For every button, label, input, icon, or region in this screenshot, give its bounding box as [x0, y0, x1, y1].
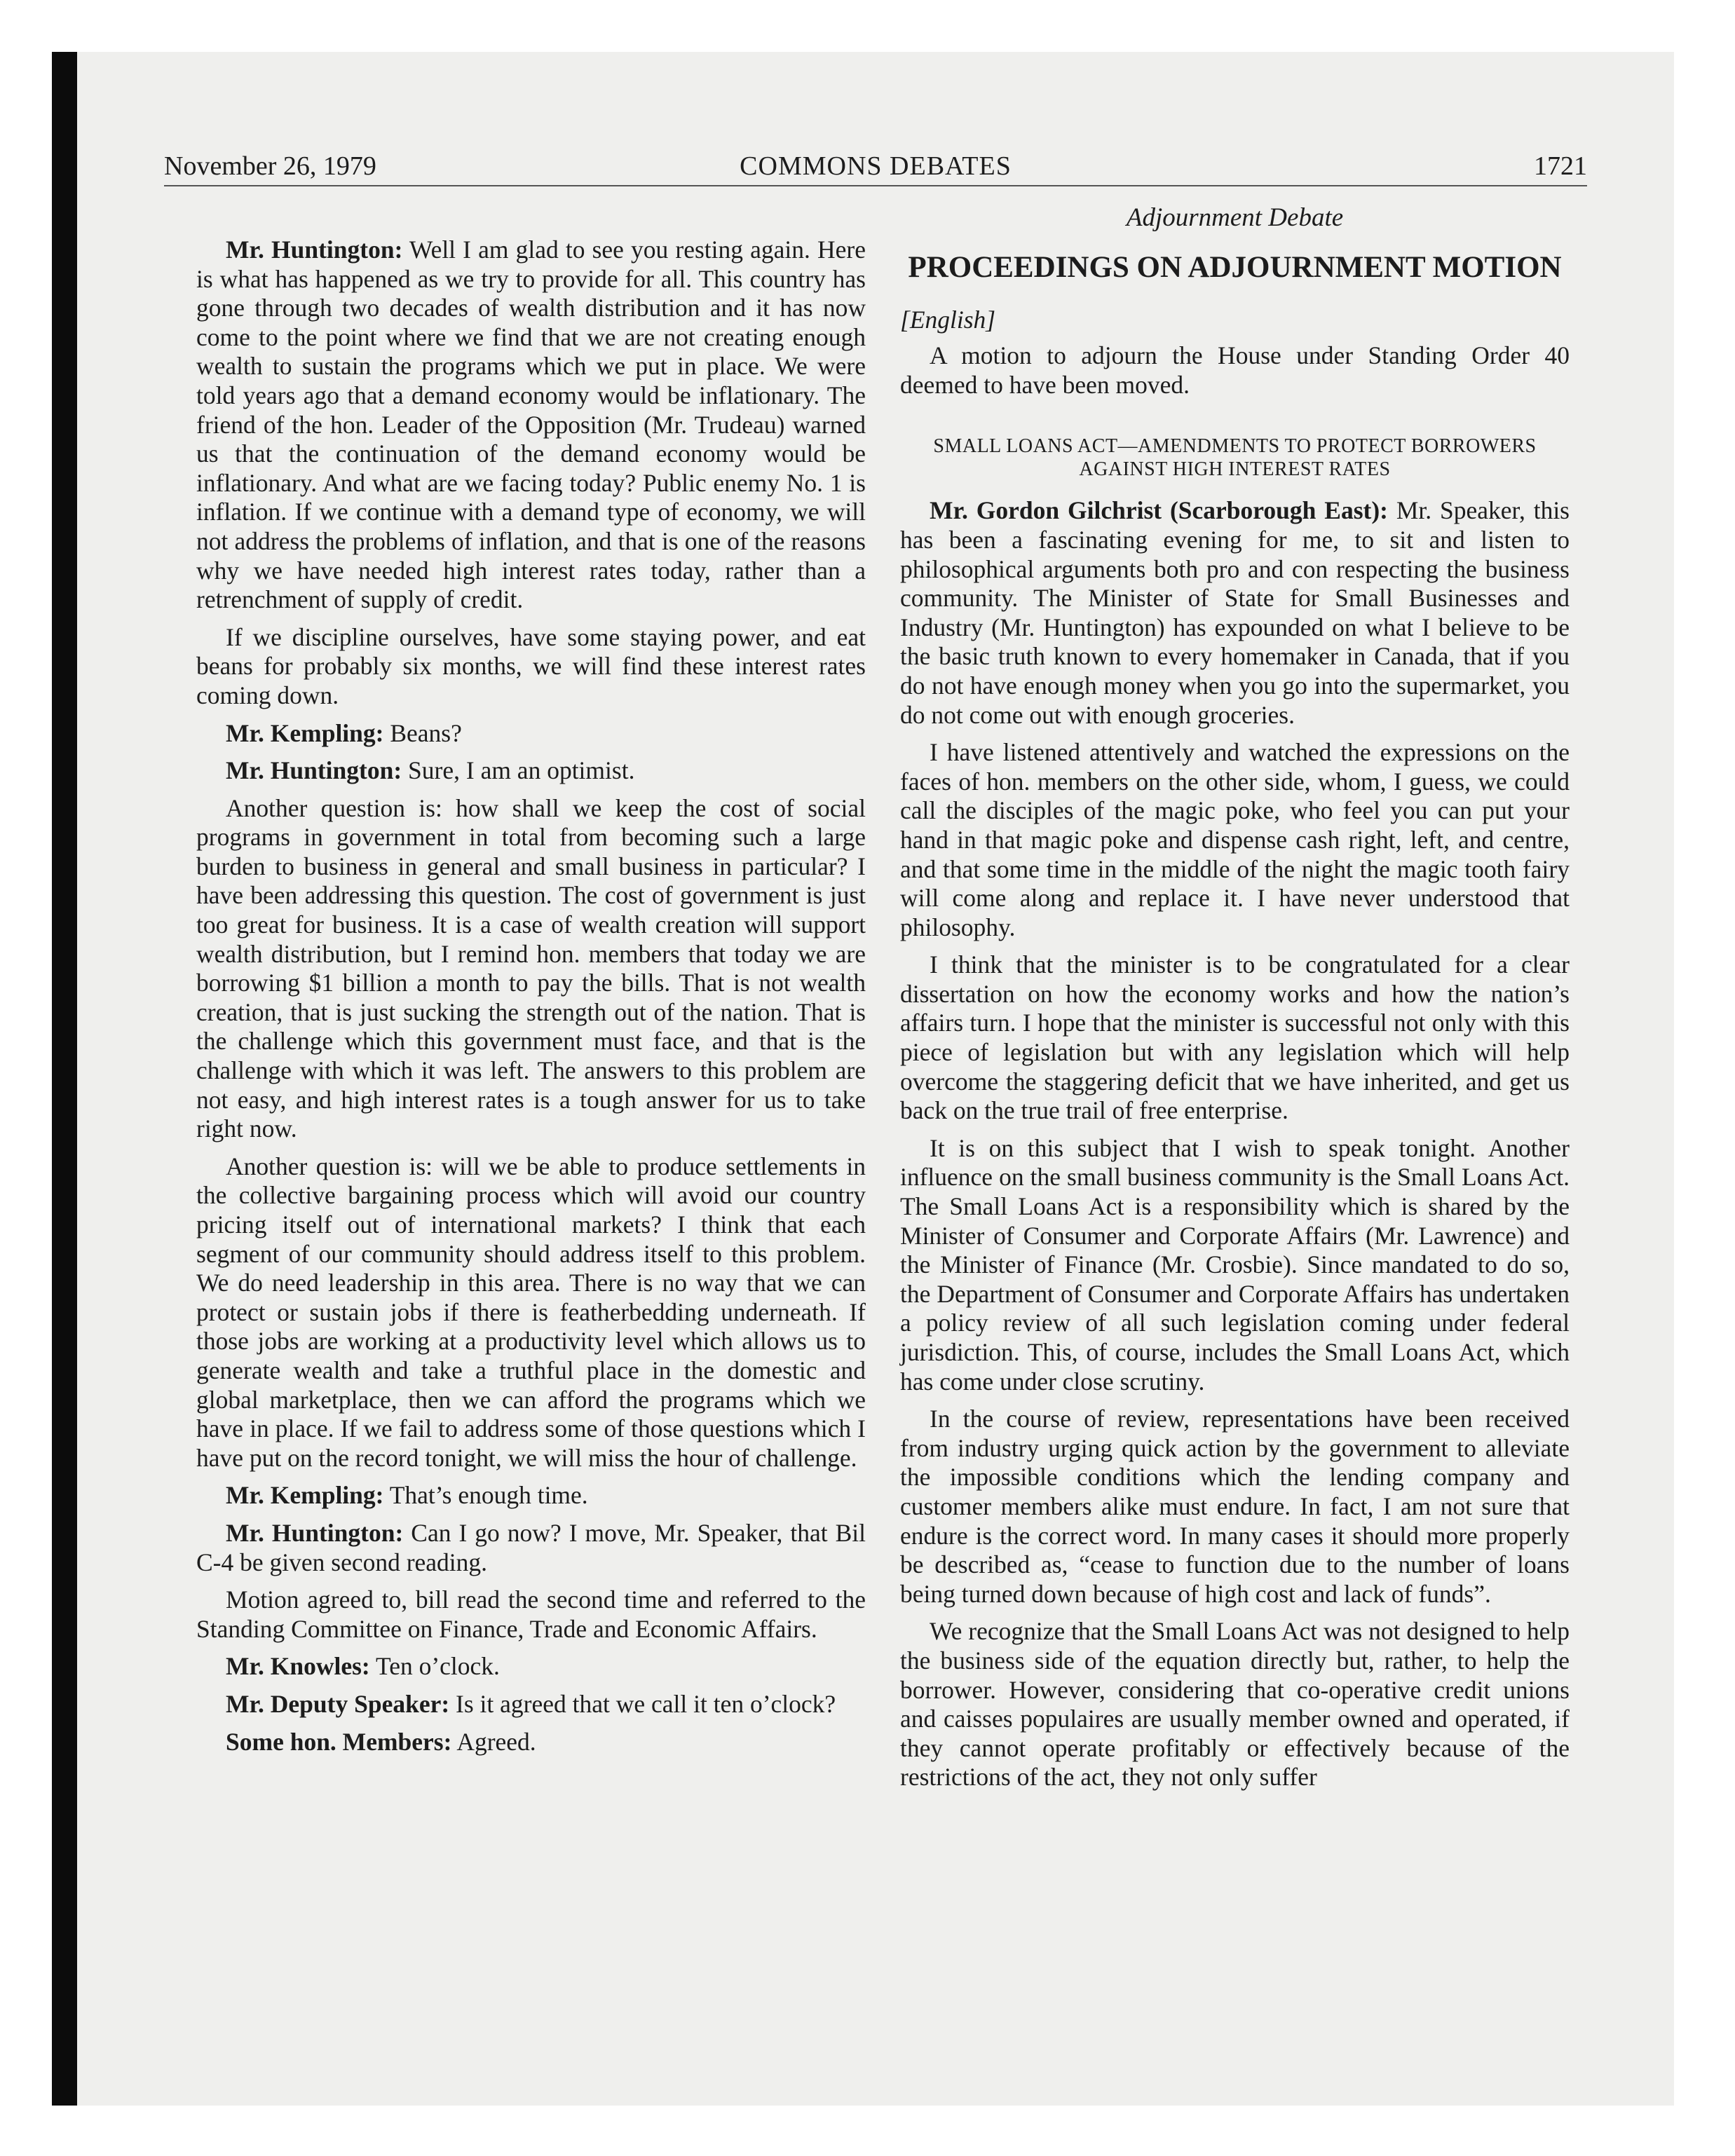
- page-number: 1721: [1534, 151, 1587, 181]
- left-column: [196, 236, 866, 1765]
- paragraph: [900, 496, 1570, 730]
- paragraph: [196, 236, 866, 615]
- paragraph: [196, 623, 866, 711]
- paragraph: [196, 1652, 866, 1681]
- paragraph-text: I think that the minister is to be congratulated for a clear dissertation on how the economy works and how the nation’s affairs turn. I hope that the minister is successful not only with this piece of legislation but with any legislation which will help overcome the staggering deficit that we have inherited, and get us back on the true trail of free enterprise.: [900, 950, 1570, 1125]
- speaker-name: Mr. Huntington:: [226, 236, 403, 264]
- paragraph: [900, 1134, 1570, 1396]
- paragraph-text: Is it agreed that we call it ten o’clock?: [449, 1689, 836, 1718]
- header-title: COMMONS DEBATES: [740, 151, 1012, 181]
- motion-text: A motion to adjourn the House under Standing Order 40 deemed to have been moved.: [900, 341, 1570, 399]
- paragraph: [196, 1690, 866, 1719]
- speaker-name: Mr. Gordon Gilchrist (Scarborough East):: [930, 496, 1388, 525]
- paragraph-text: Another question is: will we be able to produce settlements in the collective bargaining process which will avoid our country pricing itself out of international markets? I think that each segment of our community should address itself to this problem. We do need leadership in this area. There is no way that we can protect or sustain jobs if there is featherbedding underneath. If those jobs are working at a productivity level which allows us to generate wealth and take a truthful place in the domestic and global marketplace, then we can afford the programs which we have in place. If we fail to address some of those questions which I have put on the record tonight, we will miss the hour of challenge.: [196, 1152, 866, 1472]
- paragraph: [900, 1617, 1570, 1792]
- paragraph-text: Beans?: [383, 718, 462, 747]
- paragraph-text: Another question is: how shall we keep the cost of social programs in government in total from becoming such a large burden to business in general and small business in particular? I have been addressing this question. The cost of government is just too great for business. It is a case of wealth creation will support wealth distribution, but I remind hon. members that today we are borrowing $1 billion a month to pay the bills. That is not wealth creation, that is just sucking the strength out of the nation. That is the challenge which this government must face, and that is the challenge with which it was left. The answers to this problem are not easy, and high interest rates is a tough answer for us to take right now.: [196, 793, 866, 1143]
- paragraph-text: We recognize that the Small Loans Act was not designed to help the business side of the equation directly but, rather, to help the borrower. However, considering that co-operative credit unions and caisses populaires are usually member owned and operated, if they cannot operate profitably or effectively because of the restrictions of the act, they not only suffer: [900, 1617, 1570, 1792]
- paragraph: [196, 719, 866, 749]
- speaker-name: Mr. Huntington:: [226, 1518, 404, 1547]
- paragraph: [196, 1152, 866, 1473]
- speaker-name: Mr. Knowles:: [226, 1652, 370, 1681]
- paragraph-text: It is on this subject that I wish to speak tonight. Another influence on the small business community is the Small Loans Act. The Small Loans Act is a responsibility which is shared by the Minister of Consumer and Corporate Affairs (Mr. Lawrence) and the Minister of Finance (Mr. Crosbie). Since mandated to do so, the Department of Consumer and Corporate Affairs has undertaken a policy review of all such legislation coming under federal jurisdiction. This, of course, includes the Small Loans Act, which has come under close scrutiny.: [900, 1133, 1570, 1396]
- running-header: [164, 149, 1587, 186]
- paragraph-text: Well I am glad to see you resting again. Here is what has happened as we try to provide for all. This country has gone through two decades of wealth distribution and it has now come to the point where we find that we are not creating enough wealth to sustain the programs which we put in place. We were told years ago that a demand economy would be inflationary. The friend of the hon. Leader of the Opposition (Mr. Trudeau) warned us that the continuation of the demand economy would be inflationary. And what are we facing today? Public enemy No. 1 is inflation. If we continue with a demand type of economy, we will not address the problems of inflation, and that is one of the reasons why we have needed high interest rates today, rather than a retrenchment of supply of credit.: [196, 236, 866, 614]
- paragraph: [196, 1585, 866, 1644]
- paragraph: [900, 950, 1570, 1126]
- paragraph-text: Ten o’clock.: [369, 1652, 500, 1681]
- paragraph-text: Agreed.: [451, 1727, 536, 1756]
- header-date: November 26, 1979: [164, 151, 376, 181]
- paragraph-text: That’s enough time.: [383, 1481, 588, 1510]
- paragraph: [196, 1519, 866, 1577]
- right-column: [900, 203, 1570, 1801]
- speaker-name: Some hon. Members:: [226, 1727, 452, 1756]
- section-label: Adjournment Debate: [1126, 203, 1344, 232]
- paragraph-text: If we discipline ourselves, have some staying power, and eat beans for probably six months, we will find these interest rates coming down.: [196, 622, 866, 709]
- paragraph-text: Motion agreed to, bill read the second time and referred to the Standing Committee on Finance, Trade and Economic Affairs.: [196, 1585, 866, 1643]
- paragraph-text: Can I go now? I move, Mr. Speaker, that Bil C-4 be given second reading.: [196, 1518, 866, 1576]
- speaker-name: Mr. Deputy Speaker:: [226, 1689, 450, 1718]
- paragraph-text: I have listened attentively and watched the expressions on the faces of hon. members on the other side, whom, I guess, we could call the disciples of the magic poke, who feel you can put your hand in that magic poke and dispense cash right, left, and centre, and that some time in the middle of the night the magic tooth fairy will come along and replace it. I have never understood that philosophy.: [900, 738, 1570, 941]
- speaker-name: Mr. Huntington:: [226, 756, 402, 785]
- language-tag: [English]: [900, 305, 996, 334]
- paragraph: [196, 794, 866, 1144]
- paragraph: [900, 738, 1570, 942]
- paragraph-text: Mr. Speaker, this has been a fascinating evening for me, to sit and listen to philosophical arguments both pro and con respecting the business community. The Minister of State for Small Businesses and Industry (Mr. Huntington) has expounded on what I believe to be the basic truth known to every homemaker in Canada, that if you do not have enough money when you go into the supermarket, you do not come out with enough groceries.: [900, 496, 1570, 729]
- scan-border: [52, 52, 77, 2106]
- paragraph: [900, 1405, 1570, 1609]
- paragraph: [196, 1481, 866, 1510]
- paragraph-text: Sure, I am an optimist.: [402, 756, 635, 785]
- speaker-name: Mr. Kempling:: [226, 1481, 384, 1510]
- speaker-name: Mr. Kempling:: [226, 718, 384, 747]
- paragraph-text: In the course of review, representations have been received from industry urging quick action by the government to alleviate the impossible conditions which the lending company and customer members alike must endure. In fact, I am not sure that endure is the correct word. In many cases it should more properly be described as, “cease to function due to the number of loans being turned down because of high cost and lack of funds”.: [900, 1405, 1570, 1608]
- section-title: PROCEEDINGS ON ADJOURNMENT MOTION: [908, 250, 1562, 284]
- subheading: SMALL LOANS ACT—AMENDMENTS TO PROTECT BORROWERS AGAINST HIGH INTEREST RATES: [933, 435, 1537, 481]
- paragraph: [196, 756, 866, 786]
- paragraph: [196, 1728, 866, 1757]
